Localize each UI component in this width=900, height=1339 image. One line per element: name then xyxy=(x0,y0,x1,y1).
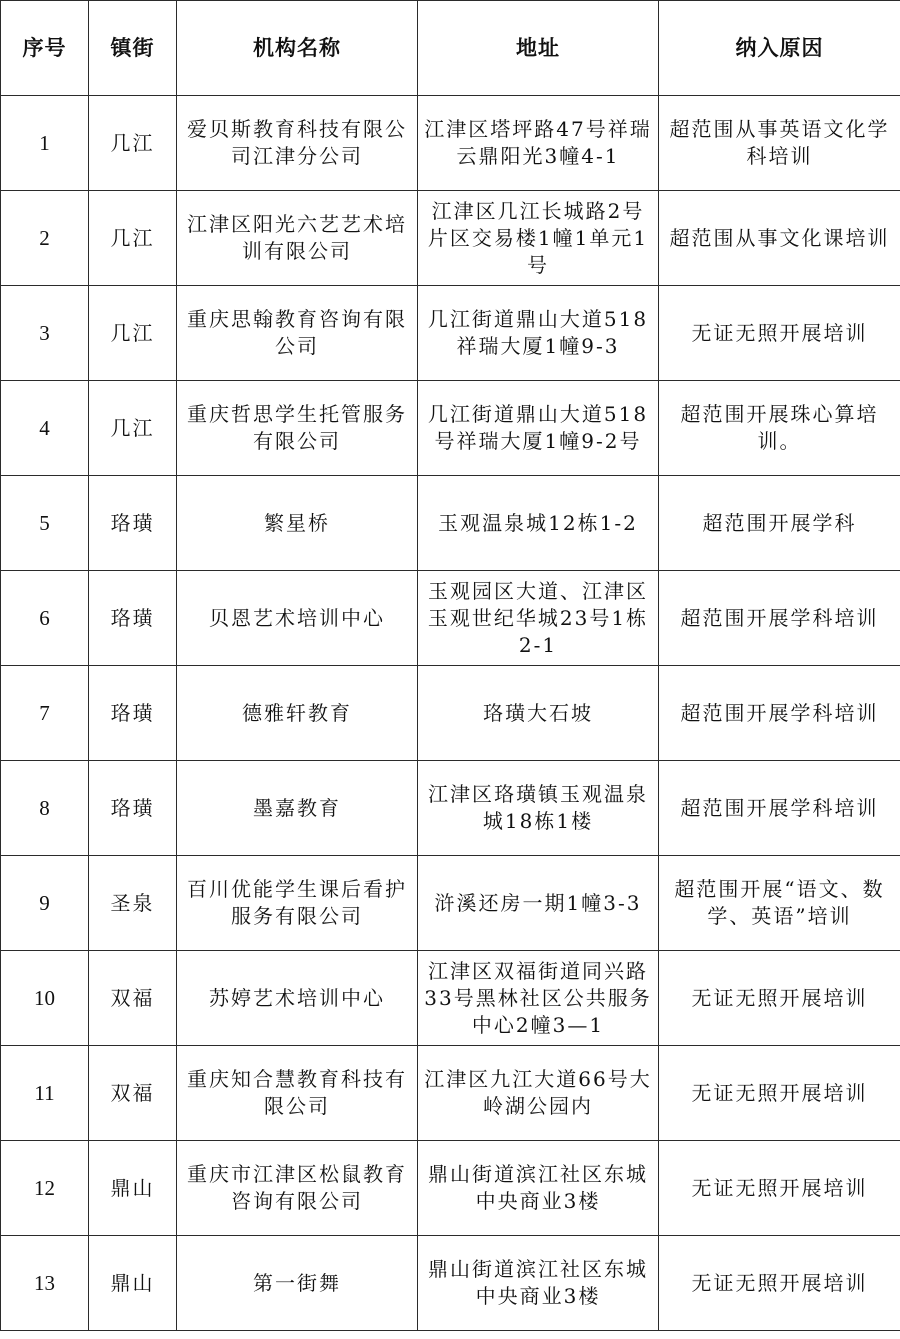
cell-reason: 无证无照开展培训 xyxy=(659,1141,900,1236)
cell-town: 几江 xyxy=(89,286,177,381)
cell-address: 江津区珞璜镇玉观温泉城18栋1楼 xyxy=(418,761,659,856)
cell-index: 4 xyxy=(1,381,89,476)
cell-town: 珞璜 xyxy=(89,666,177,761)
cell-address: 鼎山街道滨江社区东城中央商业3楼 xyxy=(418,1141,659,1236)
cell-town: 珞璜 xyxy=(89,476,177,571)
cell-address: 江津区双福街道同兴路33号黑林社区公共服务中心2幢3—1 xyxy=(418,951,659,1046)
cell-name: 重庆思翰教育咨询有限公司 xyxy=(177,286,418,381)
table-row xyxy=(1,381,900,476)
cell-town: 双福 xyxy=(89,951,177,1046)
table-row xyxy=(1,1046,900,1141)
cell-town: 鼎山 xyxy=(89,1141,177,1236)
cell-reason: 超范围开展学科培训 xyxy=(659,666,900,761)
cell-address: 珞璜大石坡 xyxy=(418,666,659,761)
table-body xyxy=(1,96,900,1331)
cell-index: 12 xyxy=(1,1141,89,1236)
cell-name: 繁星桥 xyxy=(177,476,418,571)
table-row xyxy=(1,1236,900,1331)
cell-name: 重庆知合慧教育科技有限公司 xyxy=(177,1046,418,1141)
cell-town: 几江 xyxy=(89,96,177,191)
cell-town: 圣泉 xyxy=(89,856,177,951)
cell-index: 13 xyxy=(1,1236,89,1331)
cell-address: 几江街道鼎山大道518祥瑞大厦1幢9-3 xyxy=(418,286,659,381)
header-index: 序号 xyxy=(1,1,89,96)
cell-reason: 无证无照开展培训 xyxy=(659,1236,900,1331)
table-header-row xyxy=(1,1,900,96)
cell-index: 1 xyxy=(1,96,89,191)
cell-index: 10 xyxy=(1,951,89,1046)
cell-address: 江津区几江长城路2号片区交易楼1幢1单元1号 xyxy=(418,191,659,286)
cell-index: 5 xyxy=(1,476,89,571)
table-row xyxy=(1,96,900,191)
cell-index: 8 xyxy=(1,761,89,856)
cell-index: 3 xyxy=(1,286,89,381)
cell-reason: 超范围开展“语文、数学、英语”培训 xyxy=(659,856,900,951)
cell-town: 鼎山 xyxy=(89,1236,177,1331)
cell-index: 2 xyxy=(1,191,89,286)
cell-address: 江津区九江大道66号大岭湖公园内 xyxy=(418,1046,659,1141)
cell-reason: 超范围开展学科 xyxy=(659,476,900,571)
cell-address: 玉观园区大道、江津区玉观世纪华城23号1栋2-1 xyxy=(418,571,659,666)
table-row xyxy=(1,951,900,1046)
cell-name: 贝恩艺术培训中心 xyxy=(177,571,418,666)
header-address: 地址 xyxy=(418,1,659,96)
cell-reason: 无证无照开展培训 xyxy=(659,286,900,381)
cell-reason: 超范围开展学科培训 xyxy=(659,571,900,666)
cell-reason: 超范围从事英语文化学科培训 xyxy=(659,96,900,191)
cell-reason: 无证无照开展培训 xyxy=(659,1046,900,1141)
header-reason: 纳入原因 xyxy=(659,1,900,96)
table-row xyxy=(1,666,900,761)
cell-town: 几江 xyxy=(89,191,177,286)
cell-reason: 超范围从事文化课培训 xyxy=(659,191,900,286)
table-row xyxy=(1,856,900,951)
cell-name: 苏婷艺术培训中心 xyxy=(177,951,418,1046)
cell-address: 浒溪还房一期1幢3-3 xyxy=(418,856,659,951)
cell-index: 7 xyxy=(1,666,89,761)
table-row xyxy=(1,571,900,666)
header-name: 机构名称 xyxy=(177,1,418,96)
cell-name: 墨嘉教育 xyxy=(177,761,418,856)
cell-index: 11 xyxy=(1,1046,89,1141)
cell-town: 几江 xyxy=(89,381,177,476)
cell-name: 重庆市江津区松鼠教育咨询有限公司 xyxy=(177,1141,418,1236)
table-row xyxy=(1,191,900,286)
cell-index: 9 xyxy=(1,856,89,951)
cell-reason: 超范围开展珠心算培训。 xyxy=(659,381,900,476)
table-row xyxy=(1,1141,900,1236)
table-row xyxy=(1,476,900,571)
table-row xyxy=(1,286,900,381)
cell-reason: 超范围开展学科培训 xyxy=(659,761,900,856)
cell-name: 百川优能学生课后看护服务有限公司 xyxy=(177,856,418,951)
cell-town: 双福 xyxy=(89,1046,177,1141)
cell-address: 几江街道鼎山大道518号祥瑞大厦1幢9-2号 xyxy=(418,381,659,476)
header-town: 镇街 xyxy=(89,1,177,96)
cell-name: 江津区阳光六艺艺术培训有限公司 xyxy=(177,191,418,286)
cell-town: 珞璜 xyxy=(89,761,177,856)
cell-name: 德雅轩教育 xyxy=(177,666,418,761)
cell-name: 第一街舞 xyxy=(177,1236,418,1331)
cell-address: 玉观温泉城12栋1-2 xyxy=(418,476,659,571)
cell-name: 爱贝斯教育科技有限公司江津分公司 xyxy=(177,96,418,191)
cell-address: 鼎山街道滨江社区东城中央商业3楼 xyxy=(418,1236,659,1331)
cell-address: 江津区塔坪路47号祥瑞云鼎阳光3幢4-1 xyxy=(418,96,659,191)
cell-town: 珞璜 xyxy=(89,571,177,666)
cell-reason: 无证无照开展培训 xyxy=(659,951,900,1046)
cell-index: 6 xyxy=(1,571,89,666)
cell-name: 重庆哲思学生托管服务有限公司 xyxy=(177,381,418,476)
table-row xyxy=(1,761,900,856)
